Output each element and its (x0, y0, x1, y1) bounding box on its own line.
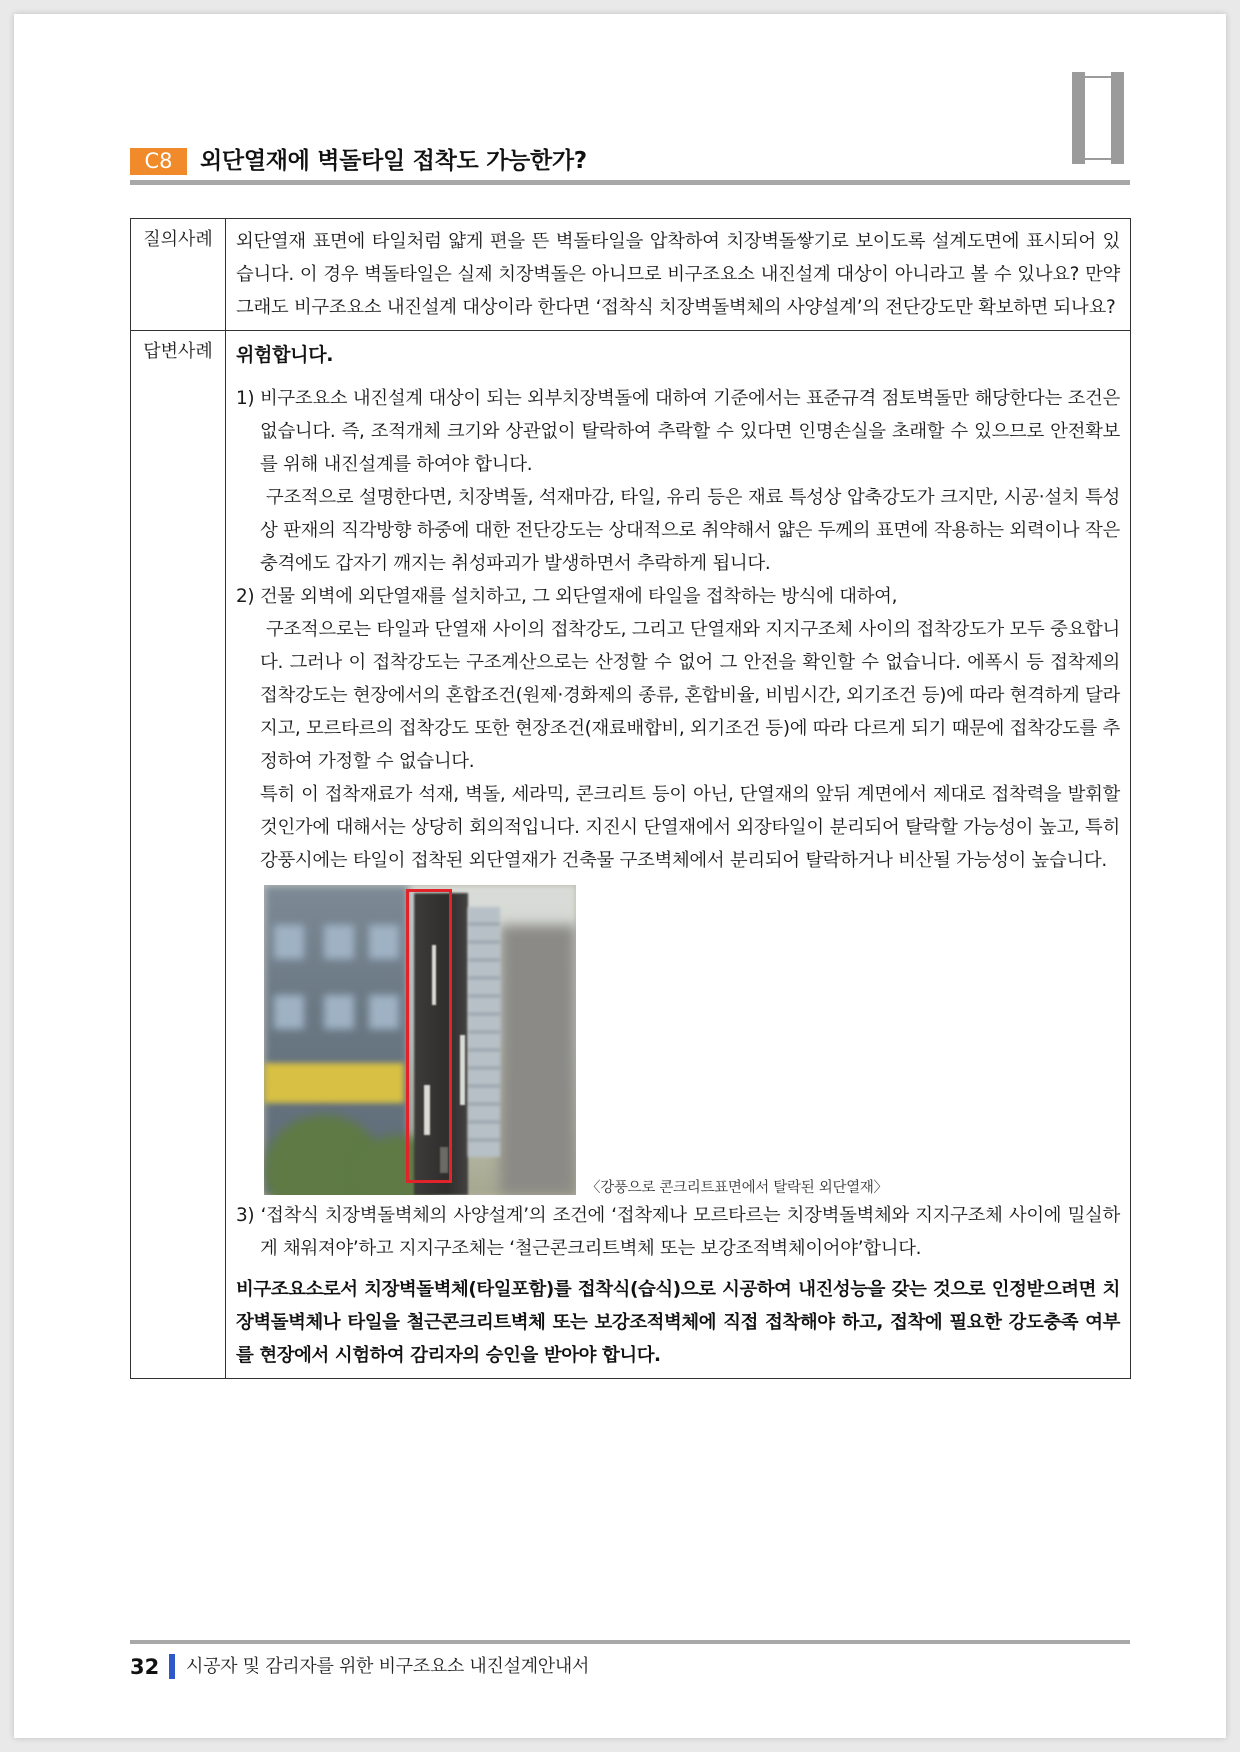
qa-table (130, 218, 1131, 1379)
question-body (226, 219, 1131, 331)
section-header (130, 144, 1130, 180)
answer-row (131, 331, 1131, 1379)
footer-accent-bar (169, 1654, 175, 1679)
question-row (131, 219, 1131, 331)
answer-label: 답변사례 (131, 331, 226, 1379)
item1-paragraph: 1) 비구조요소 내진설계 대상이 되는 외부치장벽돌에 대하여 기준에서는 표준규격 점토벽돌만 해당한다는 조건은 없습니다. 즉, 조적개체 크기와 상관없이 탈락하여 추락할 수 있다면 인명손실을 초래할 수 있으므로 안전확보를 위해 내진설계를 하여야 합니다. (236, 388, 1120, 475)
footer-divider (130, 1640, 1130, 1644)
question-text: 외단열재 표면에 타일처럼 얇게 편을 뜬 벽돌타일을 압착하여 치장벽돌쌓기로 보이도록 설계도면에 표시되어 있습니다. 이 경우 벽돌타일은 실제 치장벽돌은 아니므로 비구조요소 내진설계 대상이 아니라고 볼 수 있나요? 만약 그래도 비구조요소 내진설계 대상이라 한다면 ‘접착식 치장벽돌벽체의 사양설계’의 전단강도만 확보하면 되나요? (236, 231, 1120, 318)
item2-paragraph: 2) 건물 외벽에 외단열재를 설치하고, 그 외단열재에 타일을 접착하는 방식에 대하여, (236, 586, 898, 607)
detached-insulation-photo (264, 885, 576, 1195)
highlight-box (406, 889, 452, 1183)
photo-figure (236, 881, 1120, 1199)
section-title: 외단열재에 벽돌타일 접착도 가능한가? (200, 148, 587, 174)
section-code-badge: C8 (130, 148, 187, 175)
answer-item-3 (236, 1199, 1120, 1265)
item2-explanation: 구조적으로는 타일과 단열재 사이의 접착강도, 그리고 단열재와 지지구조체 사이의 접착강도가 모두 중요합니다. 그러나 이 접착강도는 구조계산으로는 산정할 수 없어 그 안전을 확인할 수 없습니다. 에폭시 등 접착제의 접착강도는 현장에서의 혼합조건(원제·경화제의 종류, 혼합비율, 비빔시간, 외기조건 등)에 따라 현격하게 달라지고, 모르타르의 접착강도 또한 현장조건(재료배합비, 외기조건 등)에 따라 다르게 되기 때문에 접착강도를 추정하여 가정할 수 없습니다. (260, 619, 1120, 772)
answer-conclusion: 비구조요소로서 치장벽돌벽체(타일포함)를 접착식(습식)으로 시공하여 내진성능을 갖는 것으로 인정받으려면 치장벽돌벽체나 타일을 철근콘크리트벽체 또는 보강조적벽체에 직접 접착해야 하고, 접착에 필요한 강도충족 여부를 현장에서 시험하여 감리자의 승인을 받아야 합니다. (236, 1279, 1120, 1366)
answer-item-1 (236, 382, 1120, 580)
answer-headline: 위험합니다. (236, 344, 334, 366)
item1-explanation: 구조적으로 설명한다면, 치장벽돌, 석재마감, 타일, 유리 등은 재료 특성상 압축강도가 크지만, 시공·설치 특성상 판재의 직각방향 하중에 대한 전단강도는 상대적으로 취약해서 얇은 두께의 표면에 작용하는 외력이나 작은 충격에도 갑자기 깨지는 취성파괴가 발생하면서 추락하게 됩니다. (260, 487, 1120, 574)
item3-paragraph: 3) ‘접착식 치장벽돌벽체의 사양설계’의 조건에 ‘접착제나 모르타르는 치장벽돌벽체와 지지구조체 사이에 밀실하게 채워져야’하고 지지구조체는 ‘철근콘크리트벽체 또는 보강조적벽체이어야’합니다. (236, 1205, 1120, 1259)
page-sheet (14, 14, 1226, 1738)
footer-book-title: 시공자 및 감리자를 위한 비구조요소 내진설계안내서 (186, 1656, 590, 1677)
page-number: 32 (130, 1655, 160, 1679)
question-label: 질의사례 (131, 219, 226, 331)
photo-caption: 〈강풍으로 콘크리트표면에서 탈락된 외단열재〉 (586, 1180, 888, 1196)
answer-body (226, 331, 1131, 1379)
header-divider (130, 180, 1130, 185)
answer-item-2 (236, 580, 1120, 877)
item2-detail: 특히 이 접착재료가 석재, 벽돌, 세라믹, 콘크리트 등이 아닌, 단열재의 앞뒤 계면에서 제대로 접착력을 발휘할 것인가에 대해서는 상당히 회의적입니다. 지진시 단열재에서 외장타일이 분리되어 탈락할 가능성이 높고, 특히 강풍시에는 타일이 접착된 외단열재가 건축물 구조벽체에서 분리되어 탈락하거나 비산될 가능성이 높습니다. (260, 784, 1120, 871)
